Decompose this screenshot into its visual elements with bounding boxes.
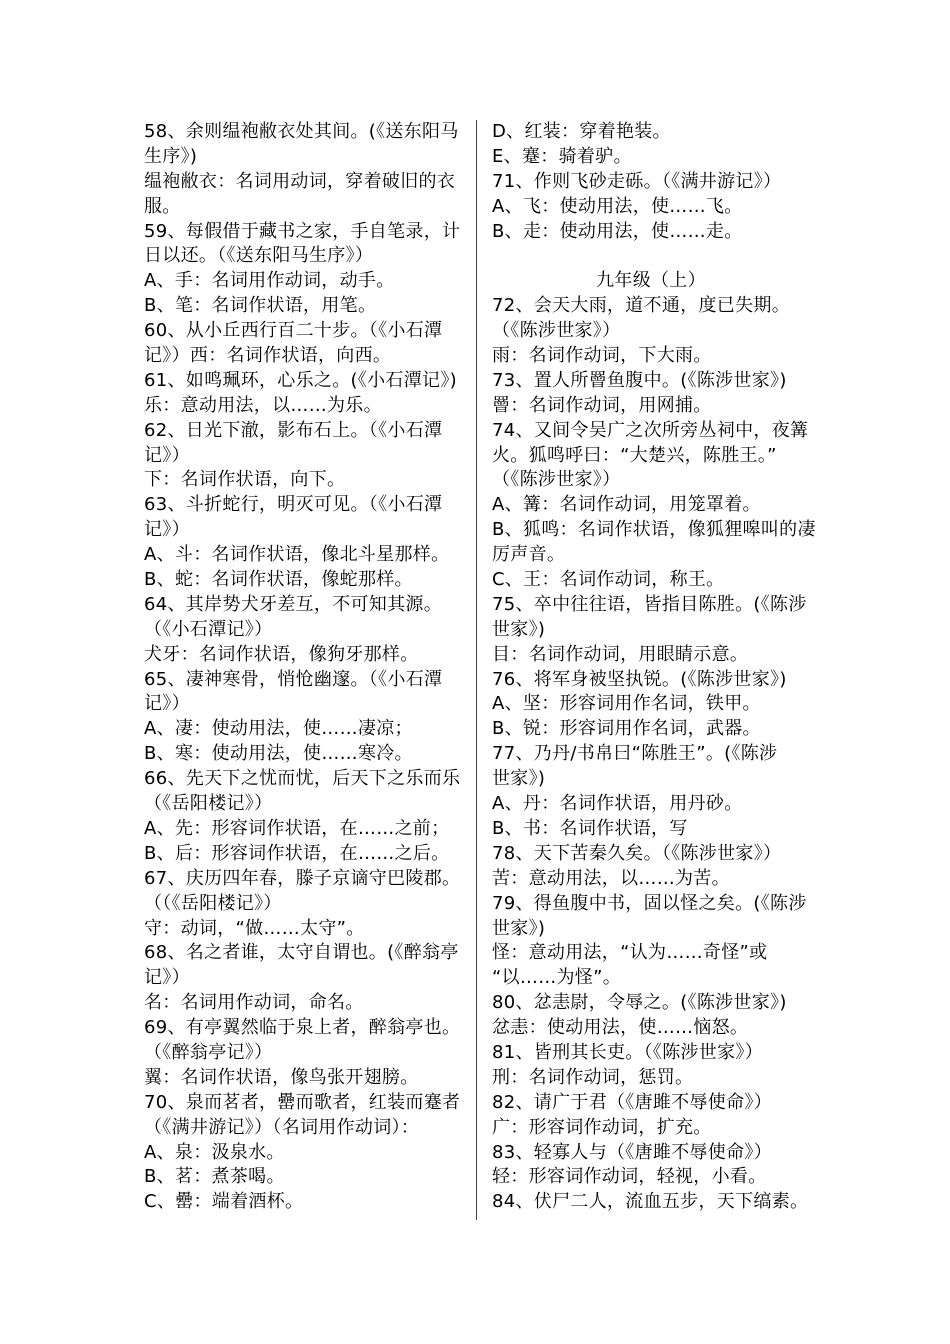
left-column [144,120,464,1215]
text-line: 轻：形容词作动词，轻视，小看。 [492,1166,767,1188]
text-line: 缊袍敝衣：名词用动词，穿着破旧的衣 [144,170,456,192]
text-line: 77、乃丹/书帛曰“陈胜王”。(《陈涉 [492,743,778,765]
text-line: 72、会天大雨，道不通，度已失期。 [492,295,791,317]
text-line: C、王：名词作动词，称王。 [492,569,725,591]
text-line: 61、如鸣珮环，心乐之。(《小石潭记》) [144,369,457,391]
text-line: A、先：形容词作状语，在……之前； [144,817,450,839]
text-line: B、茗：煮茶喝。 [144,1166,285,1188]
text-line: C、罍：端着酒杯。 [144,1191,304,1213]
text-line: 忿恚：使动用法，使……恼怒。 [492,1017,749,1039]
text-line: 65、凄神寒骨，悄怆幽邃。（《小石潭 [144,668,443,690]
text-line: 63、斗折蛇行，明灭可见。（《小石潭 [144,494,443,516]
text-line: 乐：意动用法，以……为乐。 [144,394,382,416]
text-line: 刑：名词作动词，惩罚。 [492,1066,694,1088]
text-line: “以……为怪”。 [492,967,622,989]
text-line: 67、庆历四年春，滕子京谪守巴陵郡。 [144,867,461,889]
text-line: B、锐：形容词用作名词，武器。 [492,718,761,740]
text-line: 69、有亭翼然临于泉上者，醉翁亭也。 [144,1017,461,1039]
text-line: 59、每假借于藏书之家，手自笔录，计 [144,220,461,242]
text-line: 62、日光下澈，影布石上。（《小石潭 [144,419,443,441]
text-line: A、斗：名词作状语，像北斗星那样。 [144,544,450,566]
text-line: 70、泉而茗者，罍而歌者，红装而蹇者 [144,1091,461,1113]
text-line: B、寒：使动用法，使……寒冷。 [144,743,413,765]
text-line: （《小石潭记》） [144,618,273,640]
text-line: 记》） [144,693,190,715]
text-line: 81、皆刑其长吏。（《陈涉世家》） [492,1041,764,1063]
text-line: A、凄：使动用法，使……凄凉； [144,718,413,740]
text-line: 世家》) [492,618,546,640]
column-divider [476,120,477,1220]
text-line: （《陈涉世家》） [492,320,621,342]
text-line: （《满井游记》）（名词用作动词）： [144,1116,420,1138]
text-line: 守：动词，“做……太守”。 [144,917,365,939]
text-line: 64、其岸势犬牙差互，不可知其源。 [144,593,443,615]
text-line: A、丹：名词作状语，用丹砂。 [492,793,743,815]
text-line: 80、忿恚尉，令辱之。(《陈涉世家》) [492,992,787,1014]
text-line: 84、伏尸二人，流血五步，天下缟素。 [492,1191,809,1213]
text-line: 76、将军身被坚执锐。(《陈涉世家》) [492,668,787,690]
text-line: （《岳阳楼记》） [144,793,273,815]
text-line: 名：名词用作动词，命名。 [144,992,364,1014]
text-line: 74、又间令吴广之次所旁丛祠中，夜篝 [492,419,809,441]
text-line: B、蛇：名词作状语，像蛇那样。 [144,569,413,591]
text-line: 生序》) [144,145,198,167]
text-line: B、走：使动用法，使……走。 [492,220,743,242]
text-line: E、蹇：骑着驴。 [492,145,632,167]
text-line: 记》） [144,519,190,541]
text-line: （（《岳阳楼记》） [144,892,282,914]
text-line: 记》）西：名词作状语，向西。 [144,345,392,367]
text-line: 60、从小丘西行百二十步。（《小石潭 [144,320,443,342]
text-line: 广：形容词作动词，扩充。 [492,1116,712,1138]
text-line: 78、天下苦秦久矣。（《陈涉世家》） [492,842,782,864]
text-line: 目：名词作动词，用眼睛示意。 [492,643,749,665]
text-line: 翼：名词作状语，像鸟张开翅膀。 [144,1066,419,1088]
text-line: B、书：名词作状语，写 [492,817,688,839]
text-line: A、坚：形容词用作名词，铁甲。 [492,693,761,715]
text-line: 记》） [144,967,190,989]
text-line: 世家》) [492,768,546,790]
text-line: 火。狐鸣呼曰：“大楚兴，陈胜王。” [492,444,777,466]
text-line: B、后：形容词作状语，在……之后。 [144,842,450,864]
text-line: 怪：意动用法，“认为……奇怪”或 [492,942,768,964]
text-line: 83、轻寡人与（《唐雎不辱使命》） [492,1141,773,1163]
text-line: （《陈涉世家》） [492,469,621,491]
text-line: 68、名之者谁，太守自谓也。(《醉翁亭 [144,942,459,964]
text-line: 下：名词作状语，向下。 [144,469,346,491]
text-line: 记》） [144,444,190,466]
right-column [492,120,816,1215]
text-line: 75、卒中往往语，皆指目陈胜。(《陈涉 [492,593,807,615]
text-line: 罾：名词作动词，用网捕。 [492,394,712,416]
text-line: 66、先天下之忧而忧，后天下之乐而乐 [144,768,461,790]
text-line [492,244,810,269]
text-line: B、狐鸣：名词作状语，像狐狸嗥叫的凄 [492,519,816,541]
text-line: A、飞：使动用法，使……飞。 [492,195,743,217]
text-line: D、红装：穿着艳装。 [492,121,671,142]
text-line: A、篝：名词作动词，用笼罩着。 [492,494,761,516]
text-line: 79、得鱼腹中书，固以怪之矣。(《陈涉 [492,892,807,914]
text-line: （《醉翁亭记》） [144,1041,273,1063]
text-line: 苦：意动用法，以……为苦。 [492,867,730,889]
section-heading: 九年级（上） [596,270,706,292]
text-line: 厉声音。 [492,544,566,566]
text-line: 世家》) [492,917,546,939]
text-line: 服。 [144,195,181,217]
text-line: 73、置人所罾鱼腹中。(《陈涉世家》) [492,369,787,391]
text-line: 雨：名词作动词，下大雨。 [492,345,712,367]
text-line: 日以还。（《送东阳马生序》） [144,245,374,267]
text-line: 82、请广于君（《唐雎不辱使命》） [492,1091,773,1113]
text-line: A、手：名词用作动词，动手。 [144,270,395,292]
text-line: B、笔：名词作状语，用笔。 [144,295,377,317]
text-line: 犬牙：名词作状语，像狗牙那样。 [144,643,419,665]
text-line: 71、作则飞砂走砾。（《满井游记》） [492,170,782,192]
text-line: 58、余则缊袍敝衣处其间。(《送东阳马 [144,121,459,142]
text-line: A、泉：汲泉水。 [144,1141,285,1163]
